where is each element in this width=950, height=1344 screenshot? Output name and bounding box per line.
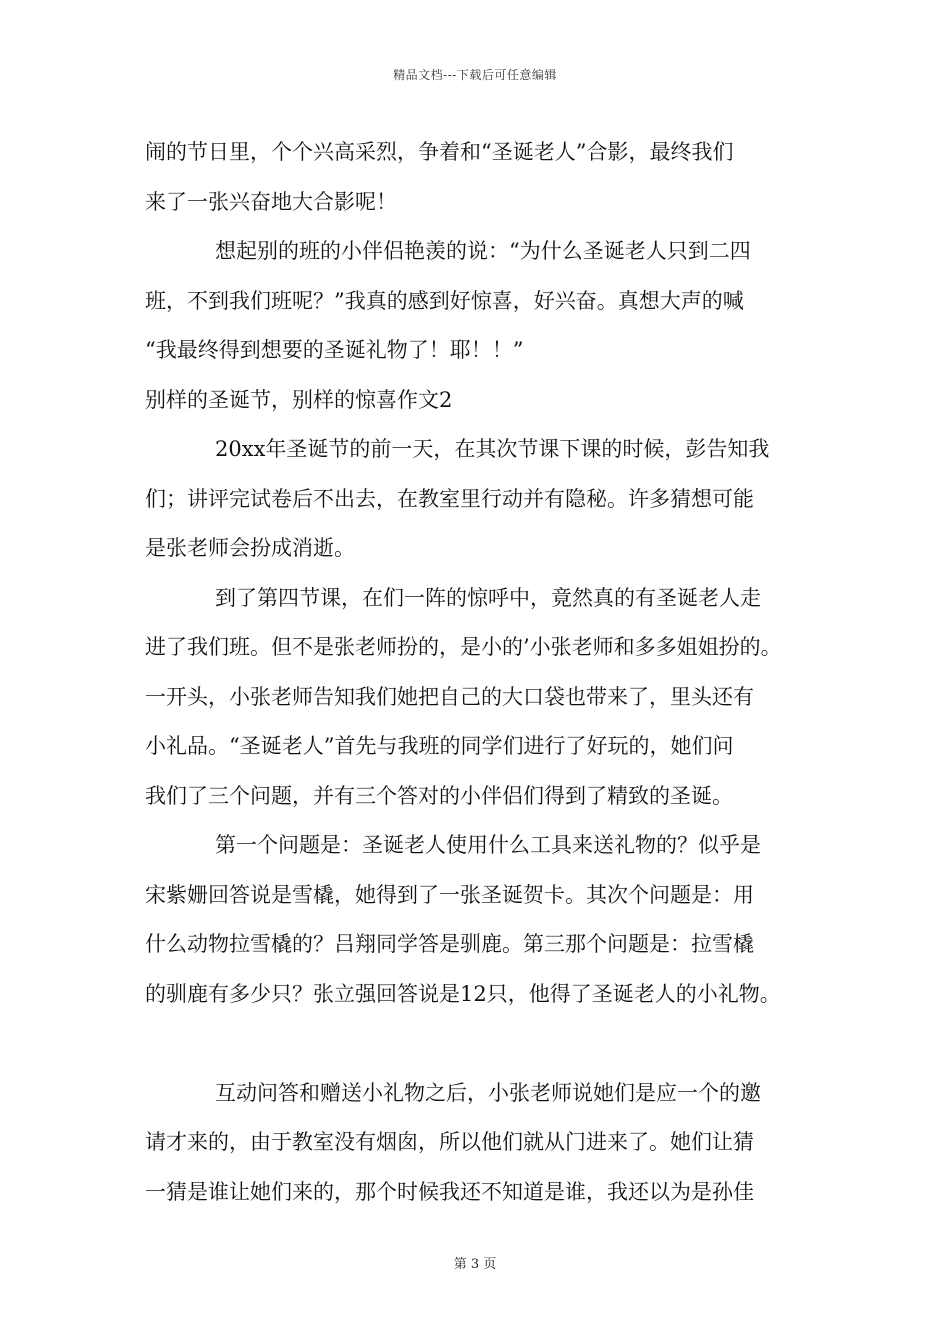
document-body: [145, 128, 825, 1217]
blank-line: [145, 1019, 825, 1069]
paragraph-line: 们；讲评完试卷后不出去，在教室里行动并有隐秘。许多猜想可能: [145, 486, 754, 511]
paragraph-line: 闹的节日里，个个兴高采烈，争着和“圣诞老人”合影，最终我们: [145, 140, 734, 164]
paragraph-line: 一猜是谁让她们来的，那个时候我还不知道是谁，我还以为是孙佳: [145, 1179, 754, 1204]
paragraph-line: 到了第四节课，在们一阵的惊呼中，竟然真的有圣诞老人走: [215, 585, 761, 610]
paragraph-line: 小礼品。“圣诞老人”首先与我班的同学们进行了好玩的，她们问: [145, 734, 734, 758]
paragraph-line: 请才来的，由于教室没有烟囱，所以他们就从门进来了。她们让猜: [145, 1130, 754, 1154]
section-heading: 别样的圣诞节，别样的惊喜作文2: [145, 387, 453, 412]
paragraph-line: 第一个问题是：圣诞老人使用什么工具来送礼物的？似乎是: [215, 833, 761, 857]
paragraph-line: 20xx年圣诞节的前一天，在其次节课下课的时候，彭告知我: [215, 437, 770, 461]
paragraph-line: 进了我们班。但不是张老师扮的，是小的’小张老师和多多姐姐扮的。: [145, 635, 782, 659]
page-number: 第 3 页: [453, 1257, 497, 1272]
paragraph-line: 一开头，小张老师告知我们她把自己的大口袋也带来了，里头还有: [145, 684, 754, 709]
paragraph-line: 互动问答和赠送小礼物之后，小张老师说她们是应一个的邀: [215, 1080, 761, 1105]
paragraph-line: 的驯鹿有多少只？张立强回答说是12只，他得了圣诞老人的小礼物。: [145, 981, 781, 1006]
paragraph-line: 想起别的班的小伴侣艳羡的说：“为什么圣诞老人只到二四: [215, 239, 751, 263]
paragraph-line: 来了一张兴奋地大合影呢！: [145, 189, 397, 214]
paragraph-line: 是张老师会扮成消逝。: [145, 536, 355, 560]
paragraph-line: 什么动物拉雪橇的？吕翔同学答是驯鹿。第三那个问题是：拉雪橇: [145, 932, 754, 956]
page-header: 精品文档---下载后可任意编辑: [393, 68, 557, 82]
paragraph-line: 宋紫姗回答说是雪橇，她得到了一张圣诞贺卡。其次个问题是：用: [145, 882, 754, 907]
paragraph-line: “我最终得到想要的圣诞礼物了！耶！！”: [145, 338, 524, 362]
paragraph-line: 我们了三个问题，并有三个答对的小伴侣们得到了精致的圣诞。: [145, 783, 733, 808]
paragraph-line: 班，不到我们班呢？”我真的感到好惊喜，好兴奋。真想大声的喊: [145, 288, 744, 313]
